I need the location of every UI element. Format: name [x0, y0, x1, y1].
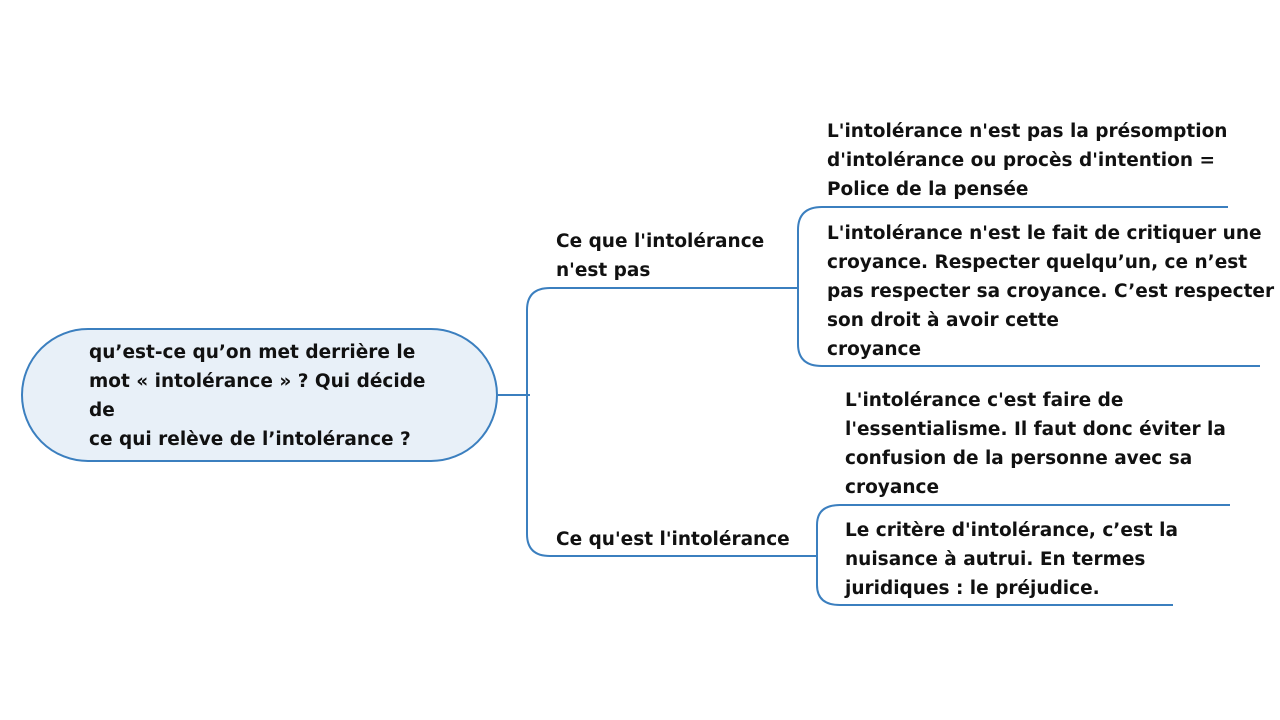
leaf-essentialism-text[interactable]: L'intolérance c'est faire de l'essentialisme. Il faut donc éviter la confusion de la personne avec sa croyance	[845, 390, 1226, 498]
leaf-harm-criterion-text[interactable]: Le critère d'intolérance, c’est la nuisance à autrui. En termes juridiques : le préjudice.	[845, 520, 1178, 599]
leaf-criticism-text[interactable]: L'intolérance n'est le fait de critiquer une croyance. Respecter quelqu’un, ce n’est pas respecter sa croyance. C’est respecter son droit à avoir cette croyance	[827, 223, 1275, 360]
branch-label-what-it-is[interactable]: Ce qu'est l'intolérance	[556, 529, 790, 550]
branch-1-subspine	[798, 207, 822, 366]
central-topic-text: qu’est-ce qu’on met derrière le mot « intolérance » ? Qui décide de ce qui relève de l’intolérance ?	[89, 342, 426, 450]
leaf-presumption-text[interactable]: L'intolérance n'est pas la présomption d'intolérance ou procès d'intention = Police de la pensée	[827, 121, 1228, 200]
branch-label-what-it-is-not[interactable]: Ce que l'intolérance n'est pas	[556, 231, 765, 281]
main-spine	[527, 288, 550, 556]
branch-2-subspine	[817, 505, 840, 605]
